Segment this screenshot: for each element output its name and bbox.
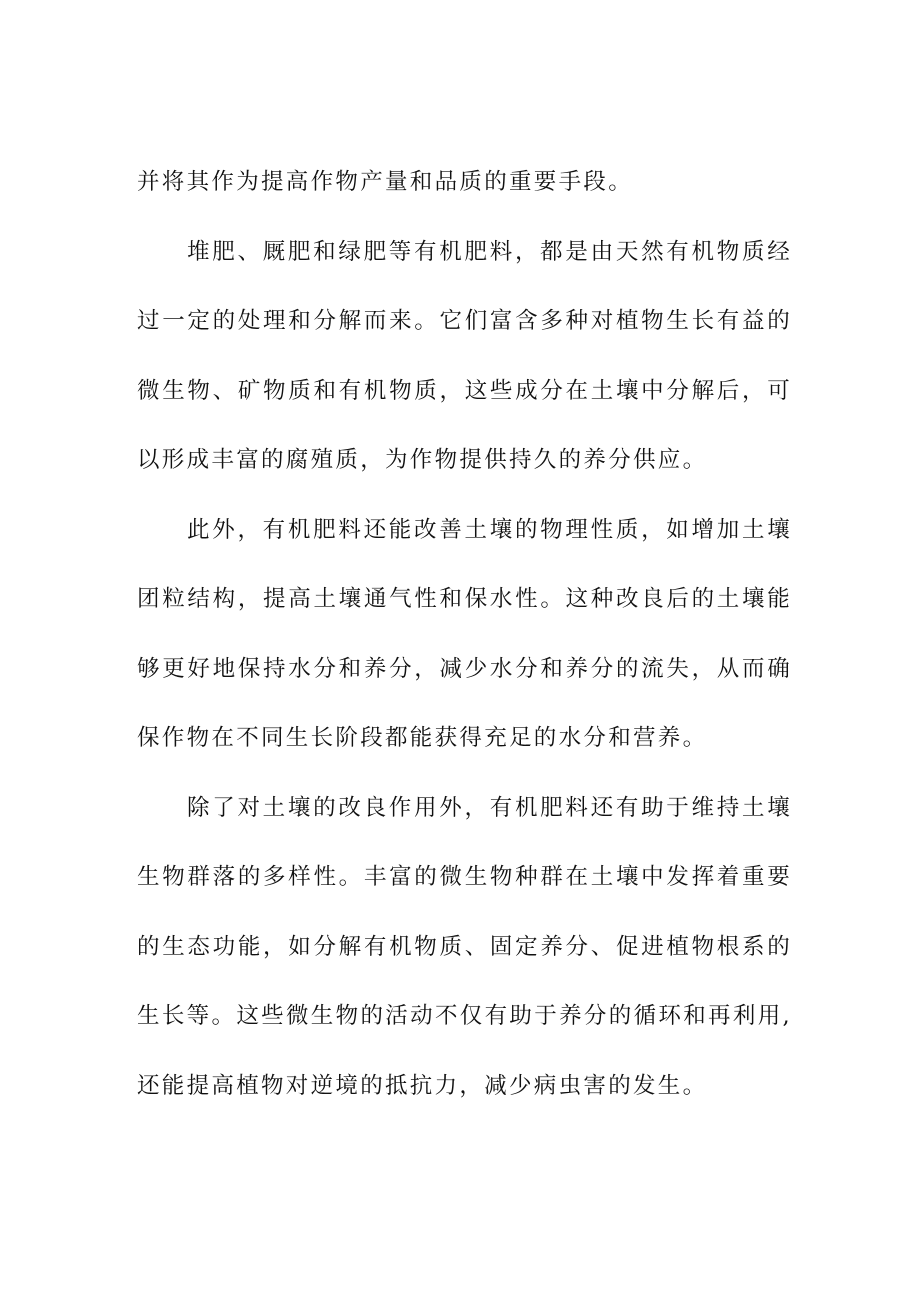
paragraph-soil-physical-properties: 此外，有机肥料还能改善土壤的物理性质，如增加土壤团粒结构，提高土壤通气性和保水性。这种改良后的土壤能够更好地保持水分和养分，减少水分和养分的流失，从而确保作物在不同生长阶段都能获得充足的水分和营养。 [137,516,792,751]
document-body [137,148,792,1121]
paragraph-continuation: 并将其作为提高作物产量和品质的重要手段。 [137,169,634,195]
paragraph-organic-fertilizer-origin: 堆肥、厩肥和绿肥等有机肥料，都是由天然有机物质经过一定的处理和分解而来。它们富含多种对植物生长有益的微生物、矿物质和有机物质，这些成分在土壤中分解后，可以形成丰富的腐殖质，为作物提供持久的养分供应。 [137,238,792,473]
paragraph-soil-biodiversity: 除了对土壤的改良作用外，有机肥料还有助于维持土壤生物群落的多样性。丰富的微生物种群在土壤中发挥着重要的生态功能，如分解有机物质、固定养分、促进植物根系的生长等。这些微生物的活动不仅有助于养分的循环和再利用,还能提高植物对逆境的抵抗力，减少病虫害的发生。 [137,794,792,1099]
